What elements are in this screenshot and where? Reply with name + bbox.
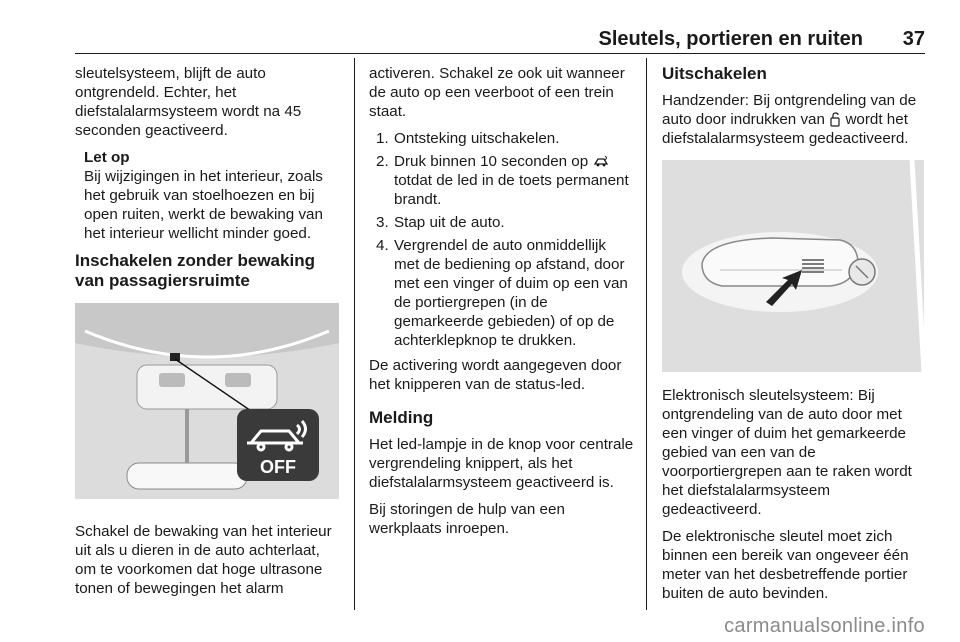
column-divider-1 [354, 58, 355, 610]
note-title: Let op [84, 149, 130, 166]
door-handle-figure [662, 160, 924, 372]
paragraph: De activering wordt aangegeven door het knipperen van de status-led. [369, 357, 622, 393]
overhead-console [137, 365, 277, 409]
column-2 [369, 64, 635, 546]
page-header [75, 28, 925, 54]
rear-view-mirror [127, 463, 247, 489]
section-heading: Uitschakelen [662, 64, 767, 83]
step-item: 4. Vergrendel de auto onmiddellijk met de bediening op afstand, door met een vinger of duim op een van de portiergrepen (in de gemarkeerde gebieden) of op de achterklepknop te drukken. [376, 237, 628, 349]
console-button [225, 373, 251, 387]
paragraph: activeren. Schakel ze ook uit wanneer de auto op een veerboot of een trein staat. [369, 65, 625, 120]
column-divider-2 [646, 58, 647, 610]
interior-figure [75, 303, 339, 499]
watermark: carmanualsonline.info [724, 615, 925, 637]
step-item: 3. Stap uit de auto. [376, 214, 505, 231]
header-title: Sleutels, portieren en ruiten [598, 28, 863, 50]
unlock-icon [829, 112, 841, 127]
paragraph: Bij storingen de hulp van een werkplaats inroepen. [369, 501, 565, 537]
paragraph: Elektronisch sleutelsysteem: Bij ontgrendeling van de auto door met een vinger of duim het gemarkeerde gebied van een van de voorportiergrepen aan te raken wordt het diefstalalarmsysteem gedeactiveerd. [662, 387, 912, 518]
step-item: 1. Ontsteking uitschakelen. [376, 130, 560, 147]
paragraph: De elektronische sleutel moet zich binnen een bereik van ongeveer één meter van het desbetreffende portier buiten de auto bevinden. [662, 528, 909, 602]
door-handle [702, 238, 858, 286]
column-3 [662, 64, 926, 611]
step-item: 2. Druk binnen 10 seconden op totdat de led in de toets permanent brandt. [376, 153, 629, 208]
paragraph: sleutelsysteem, blijft de auto ontgrendeld. Echter, het diefstalalarmsysteem wordt na 45 seconden geactiveerd. [75, 65, 302, 139]
note-text: Bij wijzigingen in het interieur, zoals het gebruik van stoelhoezen en bij open ruiten, werkt de bewaking van het interieur wellicht minder goed. [84, 168, 323, 242]
steps-list [369, 129, 635, 350]
header-rule [75, 53, 925, 54]
car-alarm-icon [592, 154, 610, 169]
paragraph: Schakel de bewaking van het interieur uit als u dieren in de auto achterlaat, om te voorkomen dat hoge ultrasone tonen of bewegingen het alarm [75, 523, 332, 597]
paragraph: Handzender: Bij ontgrendeling van de auto door indrukken van wordt het diefstalalarmsysteem gedeactiveerd. [662, 92, 917, 147]
console-button [159, 373, 185, 387]
headliner [75, 303, 339, 357]
off-label: OFF [260, 457, 296, 477]
paragraph: Het led-lampje in de knop voor centrale vergrendeling knippert, als het diefstalalarmsysteem geactiveerd is. [369, 436, 634, 491]
column-1 [75, 64, 343, 606]
page-number: 37 [902, 28, 925, 50]
section-heading: Inschakelen zonder bewaking van passagiersruimte [75, 251, 315, 290]
note-box [75, 148, 343, 243]
section-heading: Melding [369, 408, 434, 427]
